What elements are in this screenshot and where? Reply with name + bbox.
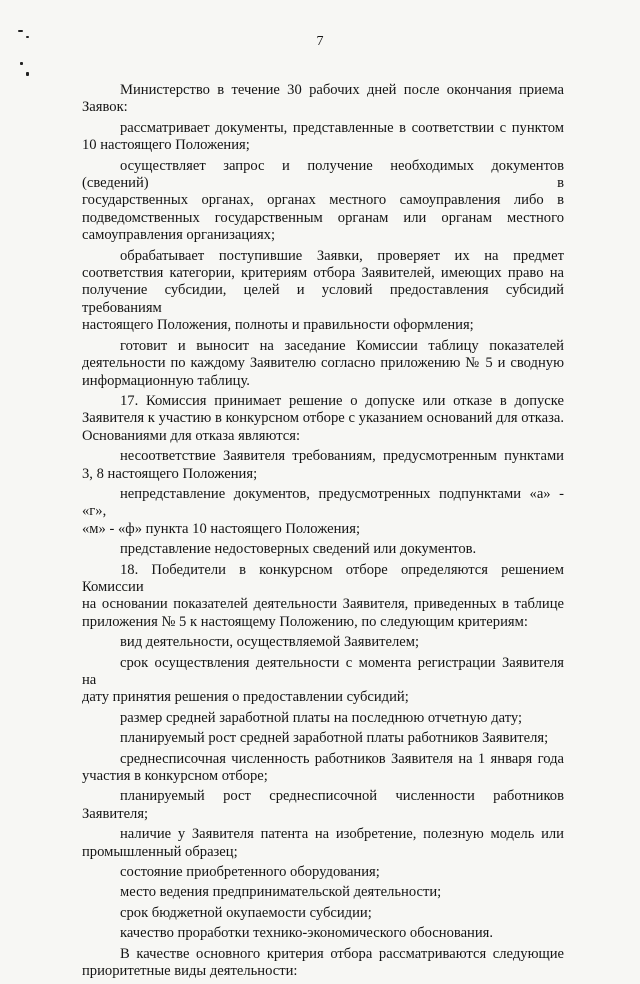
- paragraph: [82, 158, 564, 245]
- text-line: В качестве основного критерия отбора рассматриваются следующие: [120, 945, 564, 962]
- text-line: на основании показателей деятельности Заявителя, приведенных в таблице: [82, 596, 564, 613]
- text-line: подведомственных государственным органам или органам местного: [82, 209, 564, 226]
- paragraph: [82, 710, 564, 727]
- scan-mark: [18, 30, 23, 32]
- text-line: готовит и выносит на заседание Комиссии таблицу показателей: [120, 337, 564, 354]
- text-line: непредставление документов, предусмотренных подпунктами «а» - «г»,: [82, 485, 564, 520]
- text-line: Заявок:: [82, 99, 128, 116]
- paragraph: [82, 562, 564, 632]
- paragraph: [82, 82, 564, 117]
- paragraph: [82, 864, 564, 881]
- text-line: 17. Комиссия принимает решение о допуске или отказе в допуске: [120, 392, 564, 409]
- text-line: Заявителя к участию в конкурсном отборе с указанием оснований для отказа.: [82, 410, 564, 427]
- text-line: «м» - «ф» пункта 10 настоящего Положения;: [82, 520, 361, 537]
- text-line: планируемый рост средней заработной платы работников Заявителя;: [120, 730, 549, 747]
- paragraph: [82, 826, 564, 861]
- text-line: планируемый рост среднесписочной численности работников Заявителя;: [82, 788, 564, 822]
- text-line: деятельности по каждому Заявителю согласно приложению № 5 и сводную: [82, 355, 564, 372]
- text-line: настоящего Положения, полноты и правильности оформления;: [82, 317, 474, 334]
- paragraph: [82, 925, 564, 942]
- text-line: информационную таблицу.: [82, 372, 250, 389]
- text-line: качество проработки технико-экономического обоснования.: [120, 925, 494, 942]
- text-line: Министерство в течение 30 рабочих дней после окончания приема: [120, 82, 564, 98]
- text-line: Основаниями для отказа являются:: [82, 427, 301, 444]
- text-line: самоуправления организациях;: [82, 227, 276, 244]
- text-line: рассматривает документы, представленные в соответствии с пунктом: [120, 119, 564, 136]
- text-line: промышленный образец;: [82, 843, 238, 860]
- paragraph: [82, 751, 564, 786]
- text-line: 18. Победители в конкурсном отборе определяются решением Комиссии: [82, 561, 564, 595]
- paragraph: [82, 120, 564, 155]
- text-line: участия в конкурсном отборе;: [82, 768, 268, 785]
- text-line: наличие у Заявителя патента на изобретение, полезную модель или: [120, 826, 564, 843]
- paragraph: [82, 730, 564, 747]
- text-line: дату принятия решения о предоставлении субсидий;: [82, 689, 409, 706]
- text-line: вид деятельности, осуществляемой Заявителем;: [120, 634, 420, 651]
- text-line: состояние приобретенного оборудования;: [120, 864, 380, 881]
- paragraph: [82, 634, 564, 651]
- paragraph: [82, 788, 564, 823]
- text-line: приоритетные виды деятельности:: [82, 963, 298, 980]
- text-line: размер средней заработной платы на последнюю отчетную дату;: [120, 709, 523, 726]
- paragraph: [82, 541, 564, 558]
- text-line: несоответствие Заявителя требованиям, предусмотренным пунктами: [120, 448, 564, 465]
- text-line: представление недостоверных сведений или документов.: [120, 541, 477, 558]
- text-line: соответствия категории, критериям отбора Заявителей, имеющих право на: [82, 265, 564, 282]
- text-line: получение субсидии, целей и условий предоставления субсидий требованиям: [82, 282, 564, 316]
- paragraph: [82, 448, 564, 483]
- paragraph: [82, 946, 564, 981]
- text-line: обрабатывает поступившие Заявки, проверяет их на предмет: [120, 247, 564, 264]
- page-number: 7: [316, 34, 324, 49]
- paragraph: [82, 905, 564, 922]
- text-line: 10 настоящего Положения;: [82, 137, 250, 154]
- text-line: срок осуществления деятельности с момента регистрации Заявителя на: [82, 654, 564, 688]
- text-line: осуществляет запрос и получение необходимых документов (сведений) в: [82, 157, 564, 192]
- scan-mark: [20, 62, 23, 65]
- paragraph: [82, 884, 564, 901]
- text-line: приложения № 5 к настоящему Положению, по следующим критериям:: [82, 613, 528, 630]
- text-line: 3, 8 настоящего Положения;: [82, 465, 258, 482]
- scan-mark: [26, 72, 29, 76]
- text-line: место ведения предпринимательской деятельности;: [120, 884, 442, 901]
- text-line: среднесписочная численность работников Заявителя на 1 января года: [120, 750, 564, 767]
- paragraph: [82, 486, 564, 538]
- paragraph: [82, 248, 564, 335]
- text-line: срок бюджетной окупаемости субсидии;: [120, 904, 372, 921]
- paragraph: [82, 655, 564, 707]
- scan-mark: [26, 36, 29, 38]
- document-body: [82, 82, 564, 984]
- paragraph: [82, 338, 564, 390]
- paragraph: [82, 393, 564, 445]
- text-line: государственных органах, органах местного самоуправления либо в: [82, 192, 564, 209]
